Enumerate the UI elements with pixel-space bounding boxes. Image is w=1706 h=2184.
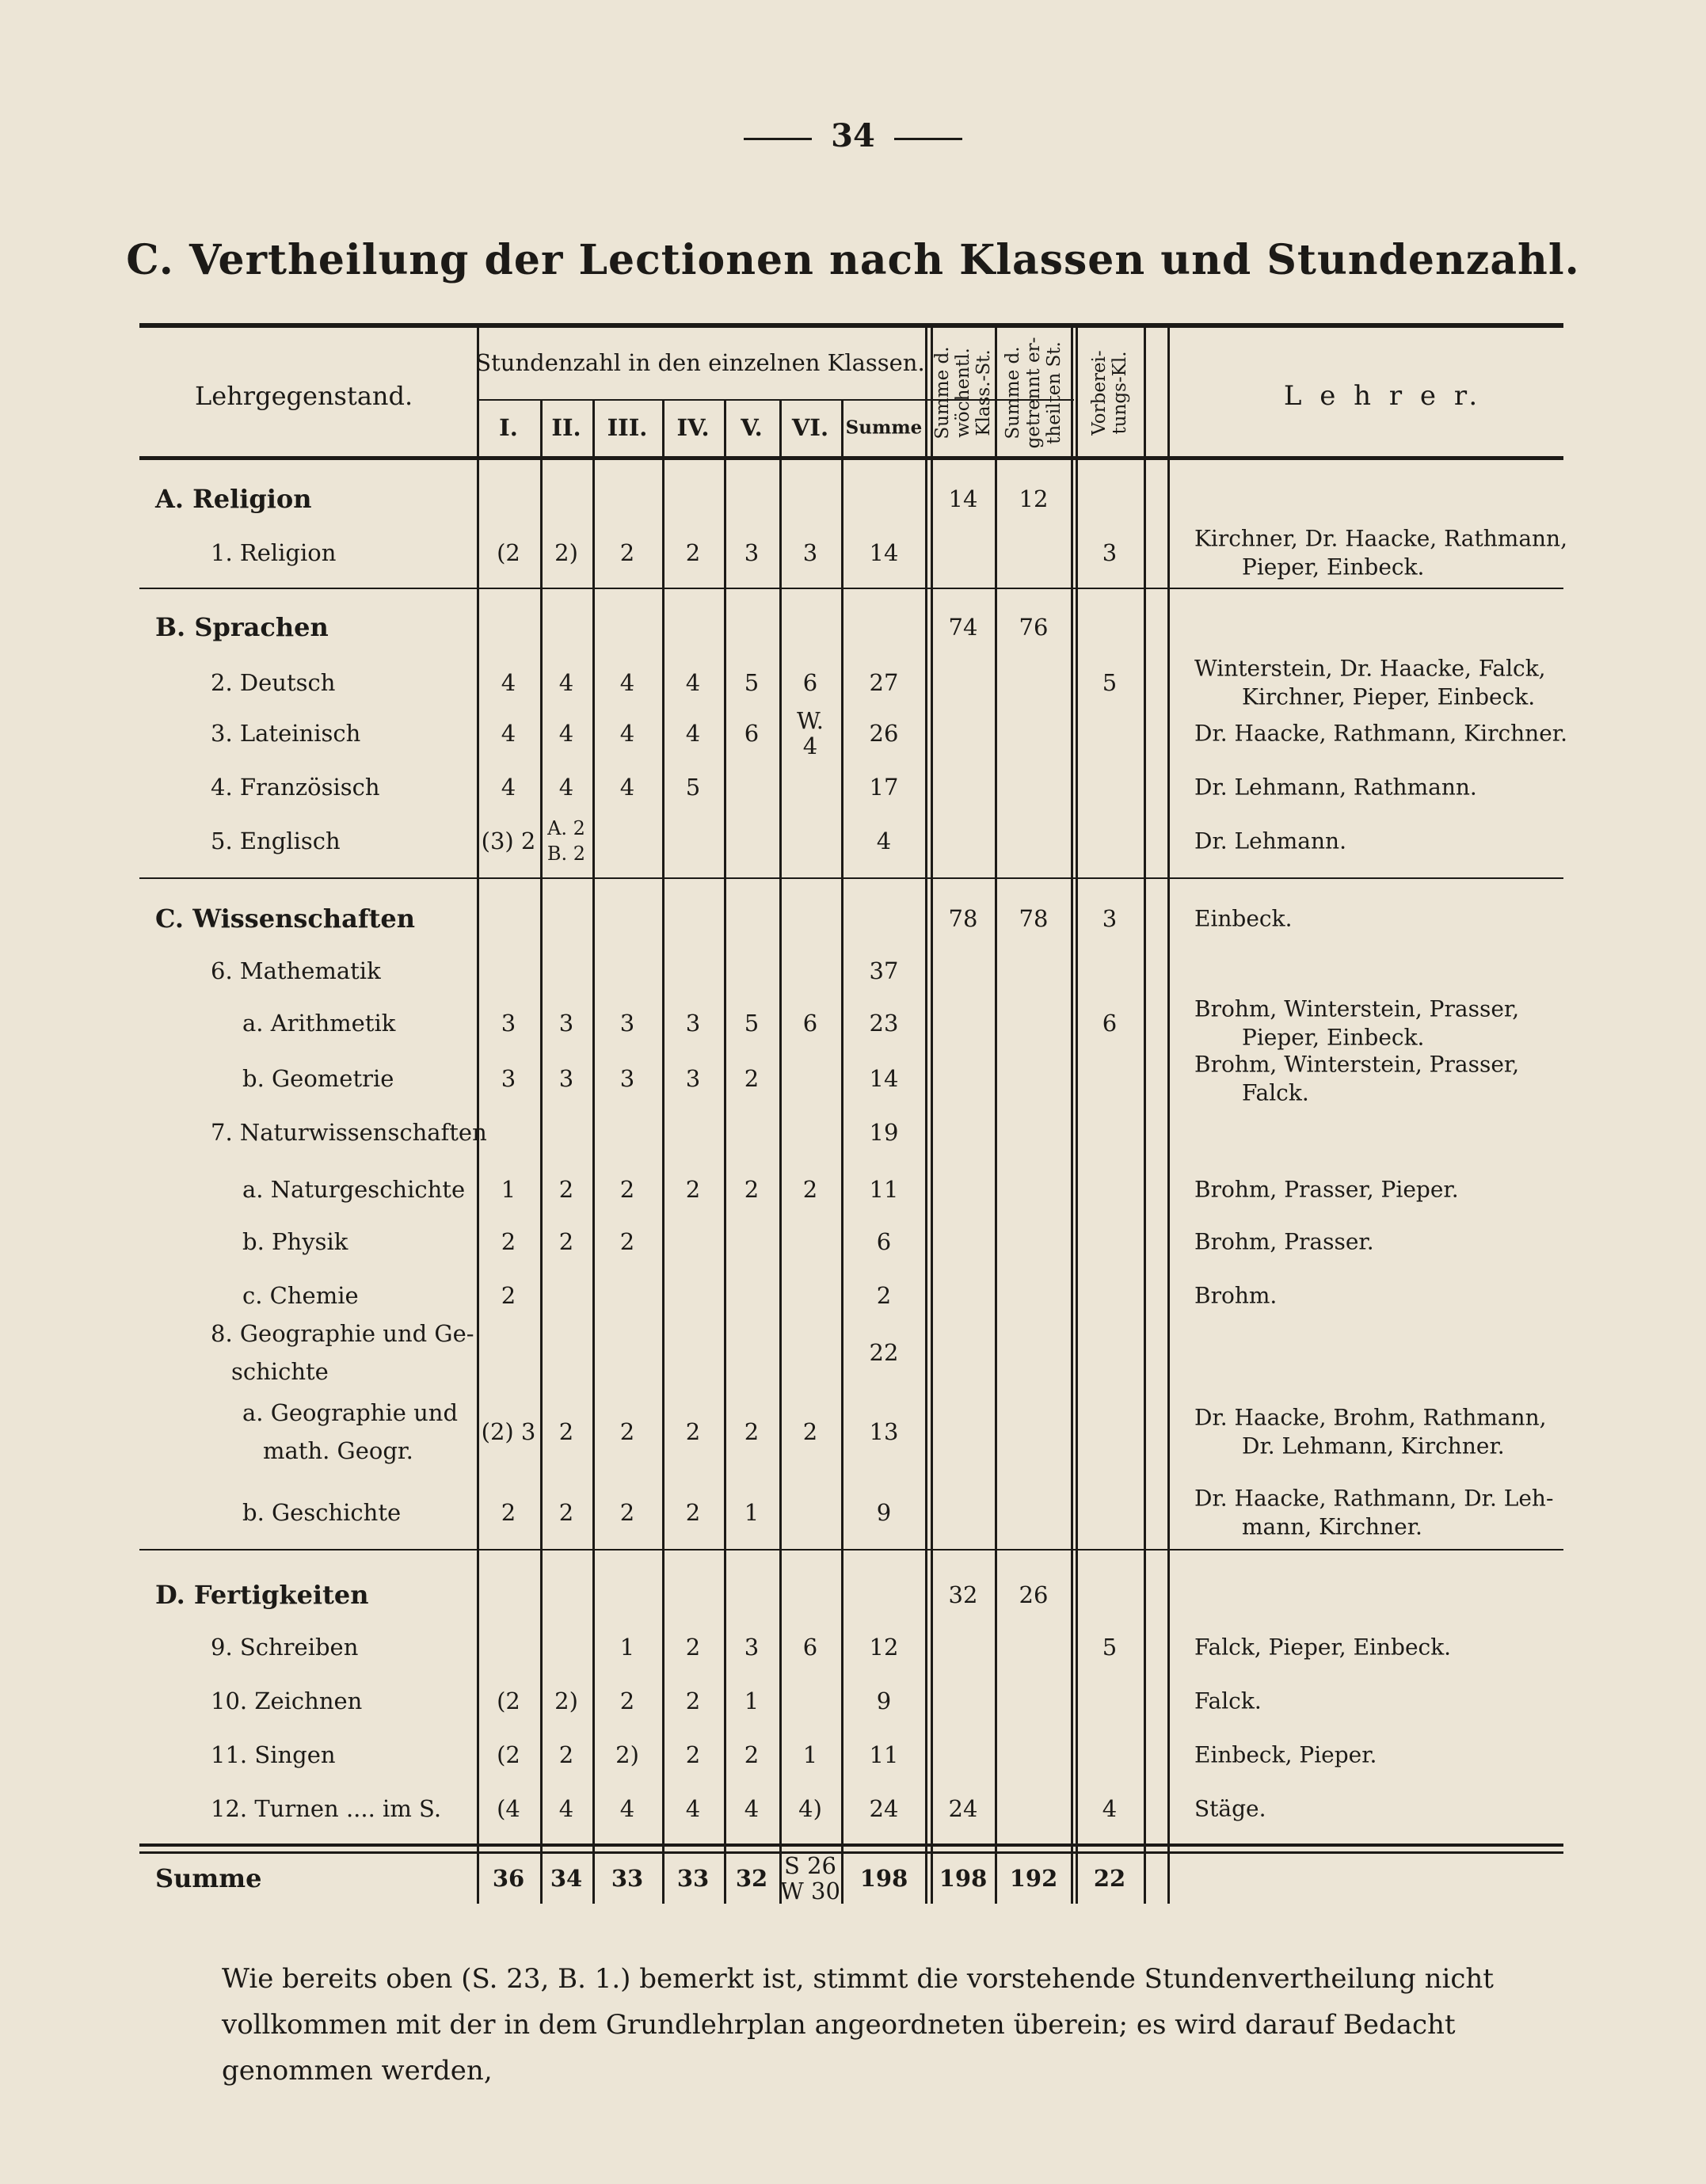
cell-c6: 2 — [802, 1176, 818, 1203]
cell-sum: 19 — [869, 1119, 899, 1146]
teacher-names: Falck. — [1242, 1079, 1309, 1106]
page-number: 34 — [0, 117, 1706, 154]
teacher-names: Dr. Haacke, Brohm, Rathmann, — [1194, 1404, 1547, 1431]
cell-c3: 4 — [619, 774, 635, 801]
row-label: 7. Naturwissenschaften — [211, 1119, 487, 1146]
teacher-names: Winterstein, Dr. Haacke, Falck, — [1194, 655, 1546, 682]
cell-c3: 2 — [619, 539, 635, 566]
cell-separated: 12 — [1019, 485, 1049, 512]
header-weekly: Summe d. wöchentl. Klass.-St. — [932, 346, 994, 439]
cell-c1: 4 — [501, 669, 516, 696]
row-label: D. Fertigkeiten — [155, 1580, 369, 1610]
cell-c1: 1 — [501, 1176, 516, 1203]
row-label: B. Sprachen — [155, 612, 329, 642]
cell-c4: 2 — [685, 1418, 701, 1445]
cell-c4: 2 — [685, 1687, 701, 1714]
page-title: C. Vertheilung der Lectionen nach Klassen und Stundenzahl. — [126, 236, 1580, 284]
cell-c5: 6 — [744, 720, 760, 747]
cell-c3: 3 — [619, 1065, 635, 1092]
cell-sum: 11 — [869, 1741, 899, 1768]
row-label: 11. Singen — [211, 1741, 336, 1768]
cell-c4: 2 — [685, 1176, 701, 1203]
teacher-names: Kirchner, Dr. Haacke, Rathmann, — [1194, 525, 1567, 552]
cell-prep: 6 — [1102, 1010, 1118, 1037]
cell-c2: 34 — [550, 1865, 583, 1892]
teacher-names: Dr. Haacke, Rathmann, Kirchner. — [1194, 720, 1567, 747]
cell-weekly: 24 — [948, 1795, 978, 1822]
cell-separated: 76 — [1019, 614, 1049, 641]
cell-c2: 2 — [558, 1176, 574, 1203]
cell-c3: 2) — [615, 1741, 639, 1768]
cell-c4: 4 — [685, 720, 701, 747]
header-class-col: V. — [741, 414, 763, 441]
cell-c5: 5 — [744, 669, 760, 696]
row-label: a. Naturgeschichte — [242, 1176, 466, 1203]
cell-c6: 3 — [802, 539, 818, 566]
cell-c5: 2 — [744, 1741, 760, 1768]
cell-sum: 6 — [876, 1228, 892, 1255]
cell-c2: 2) — [554, 539, 578, 566]
cell-prep: 4 — [1102, 1795, 1118, 1822]
cell-c4: 2 — [685, 1499, 701, 1526]
cell-c2: 2 — [558, 1499, 574, 1526]
cell-c6: 4 — [802, 732, 818, 759]
teacher-names: Kirchner, Pieper, Einbeck. — [1242, 683, 1536, 710]
cell-prep: 22 — [1093, 1865, 1126, 1892]
footer-paragraph: Wie bereits oben (S. 23, B. 1.) bemerkt ist, stimmt die vorstehende Stundenvertheilung nicht vollkommen mit der in dem Grundlehrplan angeordneten überein; es wird darauf Bedacht genommen werden, — [222, 1963, 1494, 2087]
header-class-col: I. — [499, 414, 518, 441]
row-label: 9. Schreiben — [211, 1634, 359, 1661]
cell-sum: 14 — [869, 539, 899, 566]
cell-c2: 2 — [558, 1741, 574, 1768]
cell-c6: W 30 — [780, 1878, 840, 1904]
teacher-names: Falck. — [1194, 1687, 1262, 1714]
cell-c6: 2 — [802, 1418, 818, 1445]
teacher-names: Dr. Lehmann, Kirchner. — [1242, 1433, 1505, 1459]
cell-weekly: 14 — [948, 485, 978, 512]
teacher-names: Brohm, Prasser, Pieper. — [1194, 1176, 1459, 1203]
cell-sum: 2 — [876, 1282, 892, 1309]
teacher-names: Dr. Lehmann. — [1194, 828, 1346, 854]
cell-prep: 3 — [1102, 905, 1118, 932]
cell-c4: 2 — [685, 1634, 701, 1661]
cell-c5: 4 — [744, 1795, 760, 1822]
row-label: 2. Deutsch — [211, 669, 336, 696]
cell-prep: 3 — [1102, 539, 1118, 566]
cell-c3: 2 — [619, 1687, 635, 1714]
row-label: math. Geogr. — [263, 1437, 413, 1464]
cell-c1: (2) 3 — [481, 1418, 536, 1445]
cell-c3: 4 — [619, 720, 635, 747]
cell-sum: 17 — [869, 774, 899, 801]
cell-sum: 23 — [869, 1010, 899, 1037]
teacher-names: Dr. Lehmann, Rathmann. — [1194, 774, 1477, 801]
cell-sum: 22 — [869, 1339, 899, 1366]
cell-c2: 4 — [558, 1795, 574, 1822]
cell-prep: 5 — [1102, 669, 1118, 696]
cell-c6: 6 — [802, 1634, 818, 1661]
teacher-names: Einbeck. — [1194, 905, 1293, 932]
row-label: 3. Lateinisch — [211, 720, 361, 747]
header-separated: Summe d. getrennt er-theilten St. — [1003, 337, 1064, 449]
cell-c6: 6 — [802, 669, 818, 696]
cell-separated: 192 — [1009, 1865, 1058, 1892]
cell-c5: 1 — [744, 1499, 760, 1526]
cell-c2: 3 — [558, 1010, 574, 1037]
row-label: 12. Turnen .... im S. — [211, 1795, 442, 1822]
cell-c2: 2) — [554, 1687, 578, 1714]
cell-c6: S 26 — [784, 1852, 836, 1879]
cell-sum: 9 — [876, 1687, 892, 1714]
row-label: 8. Geographie und Ge- — [211, 1320, 474, 1347]
header-prep: Vorberei-tungs-Kl. — [1089, 350, 1130, 436]
header-class-col: VI. — [791, 414, 829, 441]
cell-c4: 2 — [685, 1741, 701, 1768]
row-label: 4. Französisch — [211, 774, 380, 801]
cell-separated: 26 — [1019, 1581, 1049, 1608]
cell-c1: (3) 2 — [481, 828, 536, 854]
header-class-col: IV. — [676, 414, 710, 441]
cell-c2: 2 — [558, 1418, 574, 1445]
header-classes-group: Stundenzahl in den einzelnen Klassen. — [475, 349, 925, 376]
cell-c6: 6 — [802, 1010, 818, 1037]
cell-c1: (4 — [497, 1795, 520, 1822]
teacher-names: Stäge. — [1194, 1795, 1266, 1822]
cell-c3: 4 — [619, 669, 635, 696]
row-label: b. Geometrie — [242, 1065, 394, 1092]
teacher-names: Dr. Haacke, Rathmann, Dr. Leh- — [1194, 1485, 1554, 1512]
cell-sum: 198 — [859, 1865, 908, 1892]
row-label: schichte — [231, 1358, 329, 1385]
cell-sum: 9 — [876, 1499, 892, 1526]
row-label: 5. Englisch — [211, 828, 341, 854]
cell-sum: 4 — [876, 828, 892, 854]
cell-prep: 5 — [1102, 1634, 1118, 1661]
cell-weekly: 198 — [939, 1865, 988, 1892]
cell-sum: 27 — [869, 669, 899, 696]
cell-sum: 12 — [869, 1634, 899, 1661]
row-label: b. Physik — [242, 1228, 348, 1255]
cell-c2: 4 — [558, 669, 574, 696]
header-teacher: L e h r e r. — [1283, 380, 1483, 412]
row-label: A. Religion — [155, 484, 312, 514]
cell-c5: 5 — [744, 1010, 760, 1037]
cell-c5: 32 — [735, 1865, 768, 1892]
teacher-names: Brohm, Prasser. — [1194, 1228, 1374, 1255]
header-class-col: Summe — [845, 417, 923, 439]
cell-c5: 2 — [744, 1176, 760, 1203]
cell-sum: 13 — [869, 1418, 899, 1445]
header-subject: Lehrgegenstand. — [195, 381, 413, 411]
row-label: C. Wissenschaften — [155, 904, 416, 934]
cell-weekly: 78 — [948, 905, 978, 932]
teacher-names: Brohm. — [1194, 1282, 1278, 1309]
cell-c6: 1 — [802, 1741, 818, 1768]
cell-separated: 78 — [1019, 905, 1049, 932]
cell-c4: 5 — [685, 774, 701, 801]
cell-c4: 33 — [676, 1865, 710, 1892]
cell-weekly: 32 — [948, 1581, 978, 1608]
cell-c6: 4) — [798, 1795, 822, 1822]
cell-c1: 2 — [501, 1499, 516, 1526]
teacher-names: mann, Kirchner. — [1242, 1513, 1422, 1540]
teacher-names: Einbeck, Pieper. — [1194, 1741, 1377, 1768]
cell-sum: 24 — [869, 1795, 899, 1822]
lesson-distribution-table — [139, 323, 1567, 1904]
cell-c1: (2 — [497, 1741, 520, 1768]
cell-c6: W. — [797, 707, 824, 734]
cell-c5: 2 — [744, 1418, 760, 1445]
cell-c2: 2 — [558, 1228, 574, 1255]
cell-c5: 1 — [744, 1687, 760, 1714]
teacher-names: Brohm, Winterstein, Prasser, — [1194, 1051, 1520, 1078]
row-label: 6. Mathematik — [211, 957, 381, 984]
cell-c4: 3 — [685, 1065, 701, 1092]
cell-c5: 3 — [744, 539, 760, 566]
cell-c1: 4 — [501, 720, 516, 747]
row-label: b. Geschichte — [242, 1499, 402, 1526]
teacher-names: Pieper, Einbeck. — [1242, 1024, 1425, 1051]
cell-c3: 1 — [619, 1634, 635, 1661]
cell-weekly: 74 — [948, 614, 978, 641]
cell-c2: 4 — [558, 774, 574, 801]
teacher-names: Brohm, Winterstein, Prasser, — [1194, 995, 1520, 1022]
cell-c5: 2 — [744, 1065, 760, 1092]
cell-c4: 2 — [685, 539, 701, 566]
cell-c4: 4 — [685, 1795, 701, 1822]
cell-c2: A. 2 — [547, 817, 585, 839]
cell-c2: 3 — [558, 1065, 574, 1092]
cell-c3: 33 — [611, 1865, 644, 1892]
row-label: 10. Zeichnen — [211, 1687, 363, 1714]
cell-c3: 2 — [619, 1418, 635, 1445]
row-label: a. Geographie und — [242, 1399, 459, 1426]
cell-c1: 3 — [501, 1065, 516, 1092]
cell-sum: 11 — [869, 1176, 899, 1203]
cell-c1: (2 — [497, 1687, 520, 1714]
cell-sum: 37 — [869, 957, 899, 984]
teacher-names: Pieper, Einbeck. — [1242, 554, 1425, 580]
cell-c2: 4 — [558, 720, 574, 747]
cell-sum: 14 — [869, 1065, 899, 1092]
cell-c3: 2 — [619, 1499, 635, 1526]
cell-c1: (2 — [497, 539, 520, 566]
cell-c2: B. 2 — [546, 843, 586, 865]
row-label: c. Chemie — [242, 1282, 359, 1309]
teacher-names: Falck, Pieper, Einbeck. — [1194, 1634, 1452, 1661]
cell-c1: 2 — [501, 1228, 516, 1255]
header-class-col: II. — [551, 414, 581, 441]
cell-c1: 36 — [492, 1865, 525, 1892]
cell-c1: 2 — [501, 1282, 516, 1309]
cell-c3: 2 — [619, 1176, 635, 1203]
cell-c3: 4 — [619, 1795, 635, 1822]
cell-sum: 26 — [869, 720, 899, 747]
row-label: Summe — [155, 1863, 262, 1893]
row-label: a. Arithmetik — [242, 1010, 396, 1037]
cell-c4: 3 — [685, 1010, 701, 1037]
cell-c1: 3 — [501, 1010, 516, 1037]
cell-c1: 4 — [501, 774, 516, 801]
cell-c3: 2 — [619, 1228, 635, 1255]
cell-c4: 4 — [685, 669, 701, 696]
header-class-col: III. — [607, 414, 648, 441]
cell-c5: 3 — [744, 1634, 760, 1661]
row-label: 1. Religion — [211, 539, 337, 566]
cell-c3: 3 — [619, 1010, 635, 1037]
